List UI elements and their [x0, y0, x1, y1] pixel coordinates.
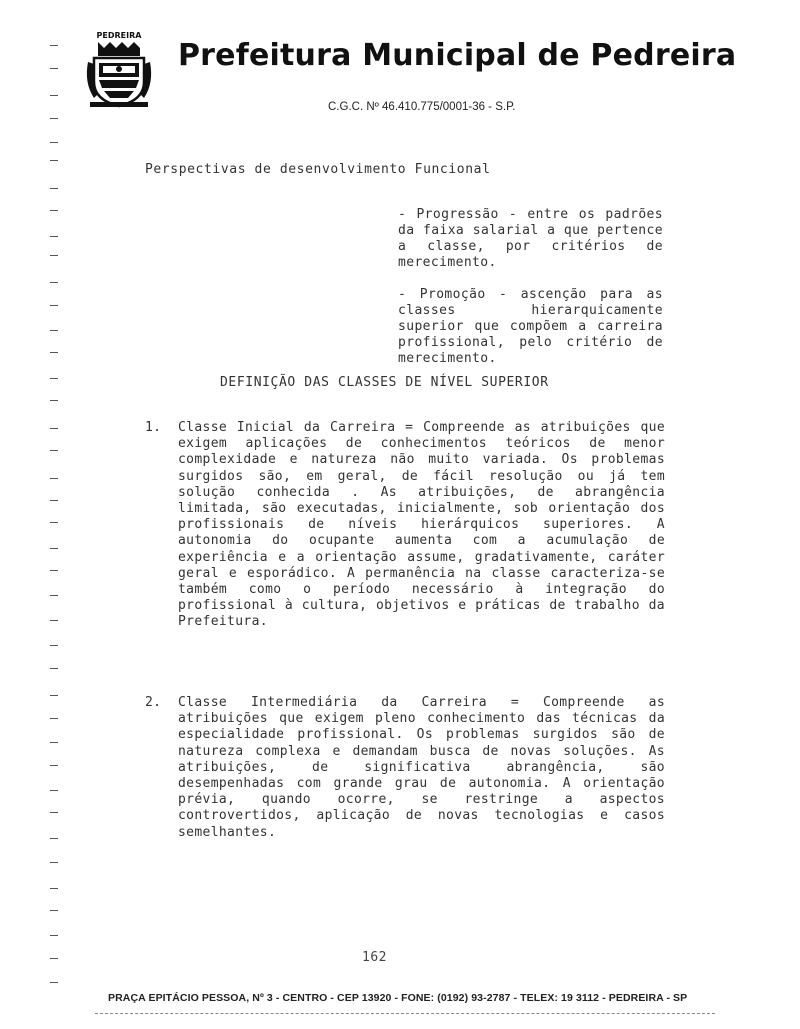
classes-definition-title: DEFINIÇÃO DAS CLASSES DE NÍVEL SUPERIOR	[220, 375, 549, 390]
promocao-paragraph: - Promoção - ascenção para as classes hierarquicamente superior que compõem a carreira profissional, pelo critério de merecimento.	[398, 287, 663, 366]
list-item-text: Classe Inicial da Carreira = Compreende as atribuições que exigem aplicações de conhecimentos teóricos de menor complexidade e natureza não muito variada. Os problemas surgidos são, em geral, de fácil resolução ou já tem solução conhecida . As atribuições, de abrangência limitada, são executadas, inicialmente, sob orientação dos profissionais de níveis hierárquicos superiores. A autonomia do ocupante aumenta com a acumulação de experiência e a orientação assume, gradativamente, caráter geral e esporádico. A permanência na classe caracteriza-se também como o período necessário à integração do profissional à cultura, objetivos e práticas de trabalho da Prefeitura.	[178, 420, 665, 630]
municipal-crest-logo	[84, 28, 154, 110]
footer-divider	[95, 1013, 715, 1015]
list-item	[145, 695, 665, 841]
page-title: Prefeitura Municipal de Pedreira	[178, 38, 737, 73]
list-item-text: Classe Intermediária da Carreira = Compreende as atribuições que exigem pleno conhecimento das técnicas da especialidade profissional. Os problemas surgidos são de natureza complexa e demandam busca de novas soluções. As atribuições, de significativa abrangência, são desempenhadas com grande grau de autonomia. A orientação prévia, quando ocorre, se restringe a aspectos controvertidos, aplicação de novas tecnologias e casos semelhantes.	[178, 695, 665, 840]
list-item-number: 1.	[145, 420, 162, 435]
footer-address: PRAÇA EPITÁCIO PESSOA, Nº 3 - CENTRO - CEP 13920 - FONE: (0192) 93-2787 - TELEX: 19 3112 - PEDREIRA - SP	[108, 992, 688, 1004]
list-item	[145, 420, 665, 631]
cgc-registration: C.G.C. Nº 46.410.775/0001-36 - S.P.	[328, 101, 516, 113]
progressao-paragraph: - Progressão - entre os padrões da faixa salarial a que pertence a classe, por critérios de merecimento.	[398, 207, 663, 270]
svg-text:PEDREIRA: PEDREIRA	[96, 31, 142, 40]
page-number: 162	[362, 950, 387, 965]
list-item-number: 2.	[145, 695, 162, 710]
section-heading: Perspectivas de desenvolvimento Funcional	[145, 162, 491, 177]
